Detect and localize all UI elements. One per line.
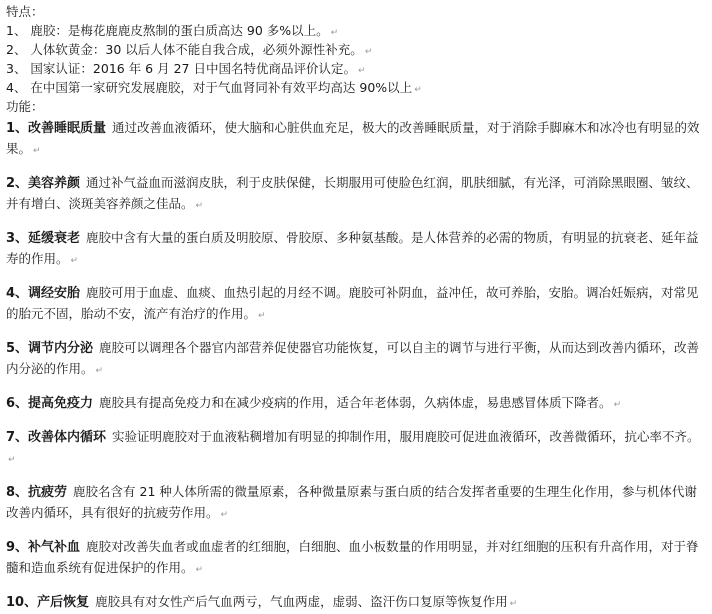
functions-title: 功能： <box>6 99 44 114</box>
function-heading: 4、调经安胎 <box>6 286 81 301</box>
function-heading: 8、抗疲劳 <box>6 485 68 500</box>
function-item-6: 6、提高免疫力 鹿胶具有提高免疫力和在减少疫病的作用，适合年老体弱，久病体虚，易患感冒体质下降者。 ↵ <box>6 395 622 411</box>
function-text: 鹿胶可用于血虚、血痰、血热引起的月经不调。鹿胶可补阴血，益冲任，故可养胎，安胎。调冶妊娠病，对常见的胎元不固，胎动不安，流产有治疗的作用。 <box>6 285 699 321</box>
function-heading: 10、产后恢复 <box>6 595 90 610</box>
feature-line-2: 2、 人体软黄金：30 以后人体不能自我合成，必须外源性补充。 ↵ <box>6 42 373 57</box>
function-heading: 7、改善体内循环 <box>6 430 107 445</box>
function-text: 鹿胶可以调理各个器官内部营养促使器官功能恢复，可以自主的调节与进行平衡，从而达到改善内循环，改善内分泌的作用。 <box>6 340 700 376</box>
features-section <box>6 2 706 116</box>
function-text: 鹿胶对改善失血者或血虚者的红细胞，白细胞、血小板数量的作用明显，并对红细胞的压积有升高作用，对于脊髓和造血系统有促进保护的作用。 <box>6 539 699 575</box>
function-item-1: 1、改善睡眠质量 通过改善血液循环，使大脑和心脏供血充足，极大的改善睡眠质量，对于消除手脚麻木和冰冷也有明显的效果。 ↵ <box>6 120 700 156</box>
function-heading: 2、美容养颜 <box>6 176 81 191</box>
function-heading: 5、调节内分泌 <box>6 341 94 356</box>
function-heading: 1、改善睡眠质量 <box>6 121 107 136</box>
features-title: 特点： <box>6 4 44 19</box>
function-heading: 9、补气补血 <box>6 540 81 555</box>
function-text: 鹿胶具有对女性产后气血两亏，气血两虚，虚弱、盗汗伤口复原等恢复作用 <box>95 594 508 609</box>
function-item-2: 2、美容养颜 通过补气益血而滋润皮肤，利于皮肤保健，长期服用可使脸色红润，肌肤细腻，有光泽，可消除黑眼圈、皱纹、并有增白、淡斑美容养颜之佳品。 ↵ <box>6 175 699 211</box>
function-heading: 6、提高免疫力 <box>6 396 94 411</box>
function-text: 通过改善血液循环，使大脑和心脏供血充足，极大的改善睡眠质量，对于消除手脚麻木和冰冷也有明显的效果。 <box>6 120 700 156</box>
function-heading: 3、延缓衰老 <box>6 231 81 246</box>
function-item-7: 7、改善体内循环 实验证明鹿胶对于血液粘稠增加有明显的抑制作用，服用鹿胶可促进血液循环，改善微循环，抗心率不齐。↵ <box>6 429 700 465</box>
function-item-4: 4、调经安胎 鹿胶可用于血虚、血痰、血热引起的月经不调。鹿胶可补阴血，益冲任，故可养胎，安胎。调冶妊娠病，对常见的胎元不固，胎动不安，流产有治疗的作用。 ↵ <box>6 285 699 321</box>
function-text: 鹿胶具有提高免疫力和在减少疫病的作用，适合年老体弱，久病体虚，易患感冒体质下降者。 <box>99 395 612 410</box>
function-text: 鹿胶中含有大量的蛋白质及明胶原、骨胶原、多种氨基酸。是人体营养的必需的物质，有明显的抗衰老、延年益寿的作用。 <box>6 230 699 266</box>
function-item-10: 10、产后恢复 鹿胶具有对女性产后气血两亏，气血两虚，虚弱、盗汗伤口复原等恢复作用 ↵ <box>6 594 518 610</box>
document-body <box>6 2 706 614</box>
function-item-3: 3、延缓衰老 鹿胶中含有大量的蛋白质及明胶原、骨胶原、多种氨基酸。是人体营养的必需的物质，有明显的抗衰老、延年益寿的作用。 ↵ <box>6 230 699 266</box>
feature-line-4: 4、 在中国第一家研究发展鹿胶，对于气血肾同补有效平均高达 90%以上 ↵ <box>6 80 422 95</box>
function-text: 鹿胶名含有 21 种人体所需的微量原素，各种微量原素与蛋白质的结合发挥者重要的生理生化作用，参与机体代谢改善内循环，具有很好的抗疲劳作用。 <box>6 484 697 520</box>
function-item-5: 5、调节内分泌 鹿胶可以调理各个器官内部营养促使器官功能恢复，可以自主的调节与进行平衡，从而达到改善内循环，改善内分泌的作用。 ↵ <box>6 340 700 376</box>
feature-line-1: 1、 鹿胶：是梅花鹿鹿皮熬制的蛋白质高达 90 多%以上。 ↵ <box>6 23 339 38</box>
function-text: 实验证明鹿胶对于血液粘稠增加有明显的抑制作用，服用鹿胶可促进血液循环，改善微循环，抗心率不齐。 <box>112 429 700 444</box>
function-item-9: 9、补气补血 鹿胶对改善失血者或血虚者的红细胞，白细胞、血小板数量的作用明显，并对红细胞的压积有升高作用，对于脊髓和造血系统有促进保护的作用。 ↵ <box>6 539 699 575</box>
function-text: 通过补气益血而滋润皮肤，利于皮肤保健，长期服用可使脸色红润，肌肤细腻，有光泽，可消除黑眼圈、皱纹、并有增白、淡斑美容养颜之佳品。 <box>6 175 699 211</box>
function-item-8: 8、抗疲劳 鹿胶名含有 21 种人体所需的微量原素，各种微量原素与蛋白质的结合发挥者重要的生理生化作用，参与机体代谢改善内循环，具有很好的抗疲劳作用。 ↵ <box>6 484 697 520</box>
feature-line-3: 3、 国家认证：2016 年 6 月 27 日中国名特优商品评价认定。 ↵ <box>6 61 366 76</box>
